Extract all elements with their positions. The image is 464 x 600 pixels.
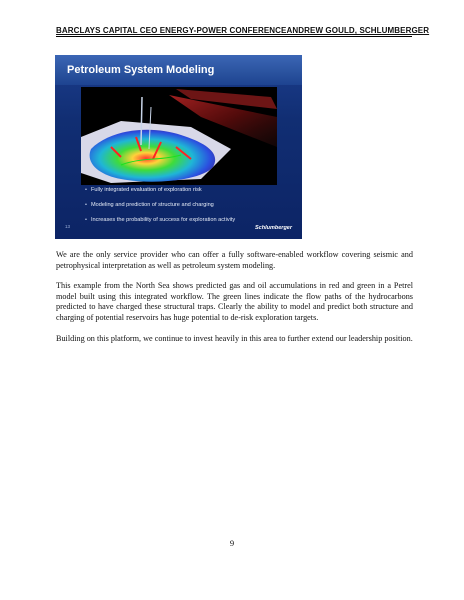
header-speaker: ANDREW GOULD, SCHLUMBERGER — [286, 26, 430, 35]
slide-number: 13 — [65, 224, 71, 229]
body-text — [56, 250, 413, 354]
paragraph: We are the only service provider who can offer a fully software-enabled workflow covering seismic and petrophysical interpretation as well as petroleum system modeling. — [56, 250, 413, 270]
paragraph: This example from the North Sea shows predicted gas and oil accumulations in red and green in a Petrel model built using this integrated workflow. The green lines indicate the flow paths of the hydrocarbons predicted to have charged these structural traps. Clearly the ability to model and predict both structure and charging of potential reservoirs has huge potential to de-risk exploration targets. — [56, 281, 413, 322]
slide-bullet-list — [85, 187, 235, 232]
header-conference: BARCLAYS CAPITAL CEO ENERGY-POWER CONFERENCE — [56, 26, 287, 35]
page-number: 9 — [229, 538, 235, 548]
presentation-slide — [55, 55, 302, 239]
slide-bullet: • Modeling and prediction of structure and charging — [85, 202, 214, 208]
petroleum-model-image — [81, 87, 277, 185]
slide-title: Petroleum System Modeling — [67, 64, 215, 76]
paragraph: Building on this platform, we continue to invest heavily in this area to further extend our leadership position. — [56, 333, 413, 343]
schlumberger-logo: Schlumberger — [255, 225, 292, 231]
slide-bullet: • Fully integrated evaluation of exploration risk — [85, 187, 202, 193]
slide-bullet: • Increases the probability of success for exploration activity — [85, 217, 236, 223]
page-header — [56, 26, 430, 37]
